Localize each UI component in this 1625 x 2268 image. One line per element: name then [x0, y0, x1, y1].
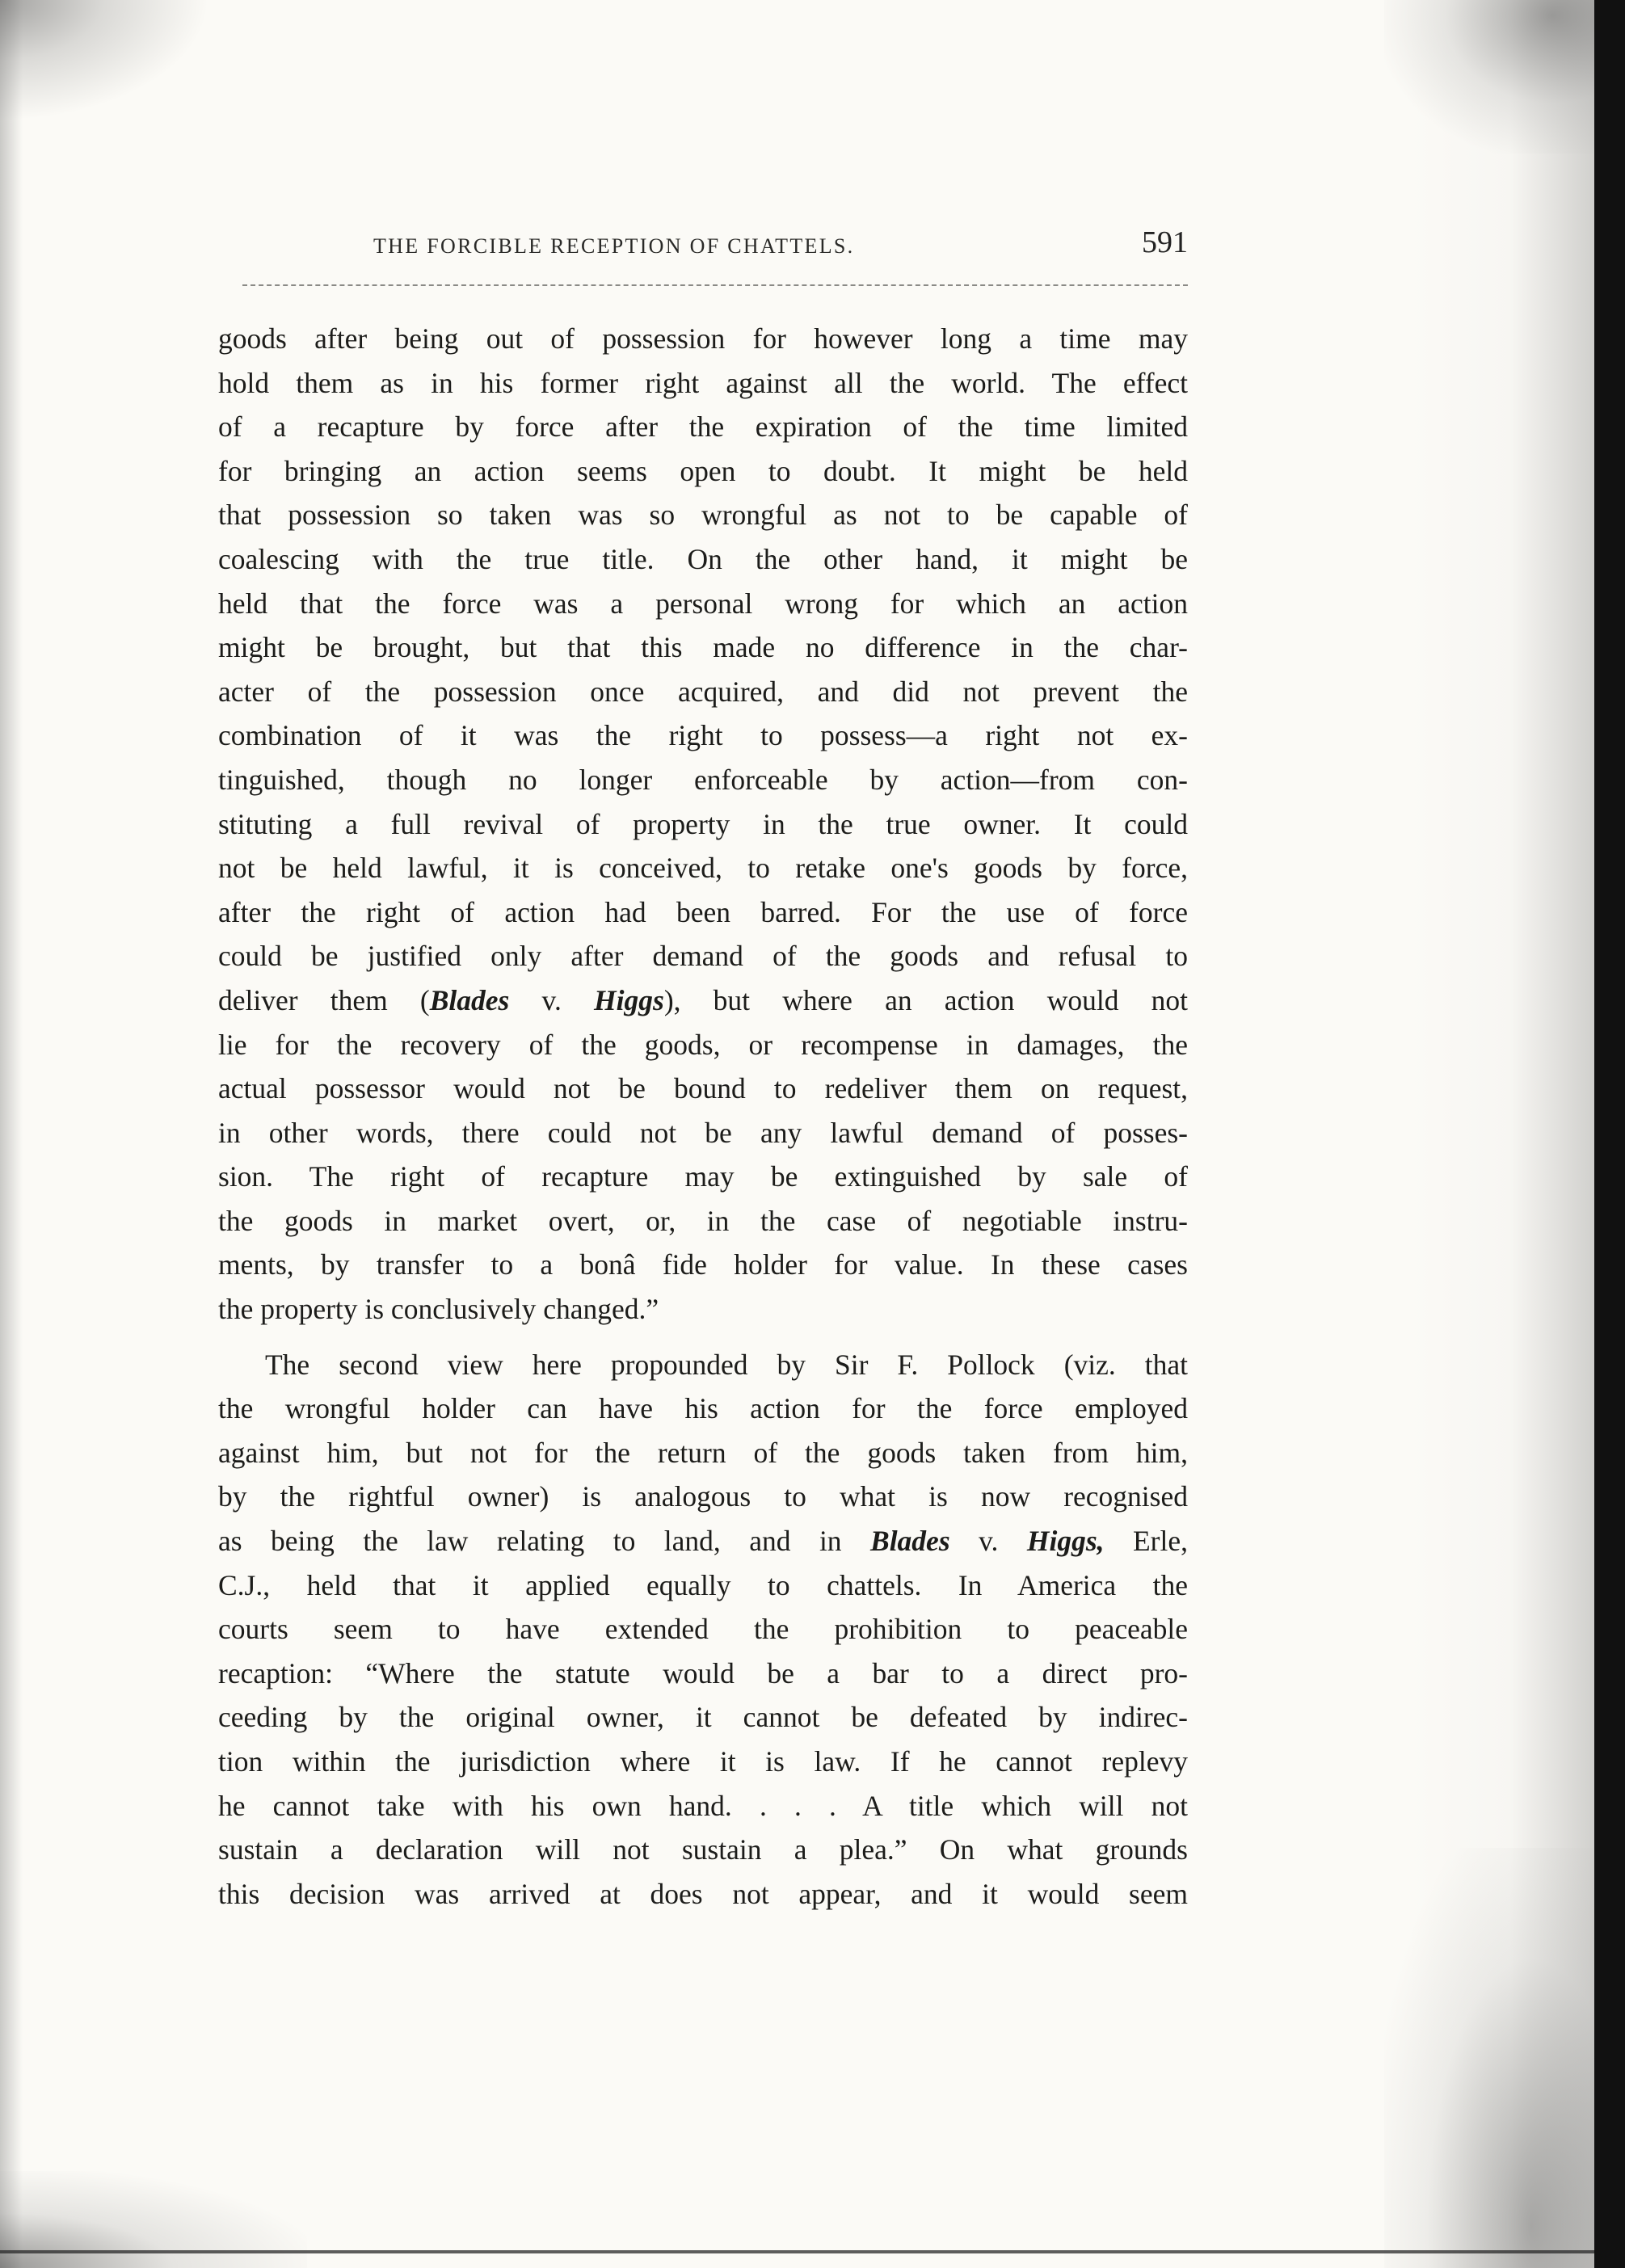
text-line: coalescing with the true title. On the other hand, it might be	[218, 542, 1188, 575]
text-line: the property is conclusively changed.”	[218, 1293, 659, 1326]
text-line: recaption: “Where the statute would be a bar to a direct pro-	[218, 1656, 1188, 1689]
text-fragment: deliver them (	[218, 983, 430, 1016]
text-line: hold them as in his former right against all the world. The effect	[218, 366, 1188, 399]
text-line: goods after being out of possession for however long a time may	[218, 322, 1188, 355]
text-line	[218, 1519, 1188, 1563]
scan-binding-edge	[1594, 0, 1625, 2268]
case-name: Higgs	[594, 983, 664, 1016]
text-fragment: v.	[509, 983, 595, 1016]
text-line: sion. The right of recapture may be extinguished by sale of	[218, 1160, 1188, 1193]
text-line: sustain a declaration will not sustain a plea.” On what grounds	[218, 1833, 1188, 1866]
text-line: actual possessor would not be bound to redeliver them on request,	[218, 1072, 1188, 1105]
paragraph-2	[218, 1343, 1188, 1917]
paragraph-gap	[218, 1332, 1188, 1343]
text-line: lie for the recovery of the goods, or recompense in damages, the	[218, 1028, 1188, 1061]
text-line: for bringing an action seems open to doubt. It might be held	[218, 454, 1188, 487]
text-line: ceeding by the original owner, it cannot be defeated by indirec-	[218, 1701, 1188, 1734]
text-line: ments, by transfer to a bonâ fide holder for value. In these cases	[218, 1248, 1188, 1281]
page-number: 591	[1142, 225, 1188, 259]
page-body	[218, 317, 1188, 1916]
text-line: courts seem to have extended the prohibition to peaceable	[218, 1613, 1188, 1646]
text-line: that possession so taken was so wrongful as not to be capable of	[218, 499, 1188, 532]
text-line: might be brought, but that this made no difference in the char-	[218, 631, 1188, 664]
text-line: The second view here propounded by Sir F. Pollock (viz. that	[265, 1348, 1188, 1381]
header-rule	[242, 284, 1188, 286]
text-line: by the rightful owner) is analogous to what is now recognised	[218, 1480, 1188, 1513]
text-fragment: as being the law relating to land, and in	[218, 1525, 871, 1558]
scan-corner-shadow	[0, 2171, 307, 2268]
text-line: could be justified only after demand of the goods and refusal to	[218, 940, 1188, 973]
text-line: tion within the jurisdiction where it is law. If he cannot replevy	[218, 1745, 1188, 1778]
text-line: C.J., held that it applied equally to chattels. In America the	[218, 1568, 1188, 1601]
text-line: tinguished, though no longer enforceable by action—from con-	[218, 763, 1188, 796]
scan-corner-shadow	[1384, 0, 1594, 154]
text-line: the goods in market overt, or, in the case of negotiable instru-	[218, 1204, 1188, 1237]
text-fragment: ), but where an action would not	[663, 983, 1188, 1016]
text-line: not be held lawful, it is conceived, to retake one's goods by force,	[218, 852, 1188, 885]
scan-left-edge	[0, 0, 23, 2268]
text-line: he cannot take with his own hand. . . . A title which will not	[218, 1789, 1188, 1822]
running-head	[218, 223, 1188, 280]
case-name: Blades	[870, 1525, 950, 1558]
text-fragment: Erle,	[1104, 1525, 1188, 1558]
case-name: Blades	[429, 983, 510, 1016]
text-line: after the right of action had been barred. For the use of force	[218, 895, 1188, 928]
text-line: acter of the possession once acquired, and did not prevent the	[218, 675, 1188, 708]
scan-corner-shadow	[1384, 1848, 1594, 2268]
running-title: THE FORCIBLE RECEPTION OF CHATTELS.	[373, 234, 855, 258]
paragraph-1	[218, 317, 1188, 1332]
scan-corner-shadow	[0, 0, 210, 121]
text-line: of a recapture by force after the expiration of the time limited	[218, 410, 1188, 444]
text-line: this decision was arrived at does not appear, and it would seem	[218, 1877, 1188, 1910]
text-line: in other words, there could not be any lawful demand of posses-	[218, 1116, 1188, 1149]
text-line	[218, 978, 1188, 1023]
text-fragment: v.	[949, 1525, 1027, 1558]
text-line: stituting a full revival of property in the true owner. It could	[218, 807, 1188, 840]
text-line: the wrongful holder can have his action for the force employed	[218, 1392, 1188, 1425]
text-line: against him, but not for the return of the goods taken from him,	[218, 1436, 1188, 1469]
text-line: combination of it was the right to possess—a right not ex-	[218, 719, 1188, 752]
case-name: Higgs,	[1026, 1525, 1105, 1558]
scan-bottom-edge	[0, 2250, 1594, 2253]
text-line: held that the force was a personal wrong for which an action	[218, 587, 1188, 620]
